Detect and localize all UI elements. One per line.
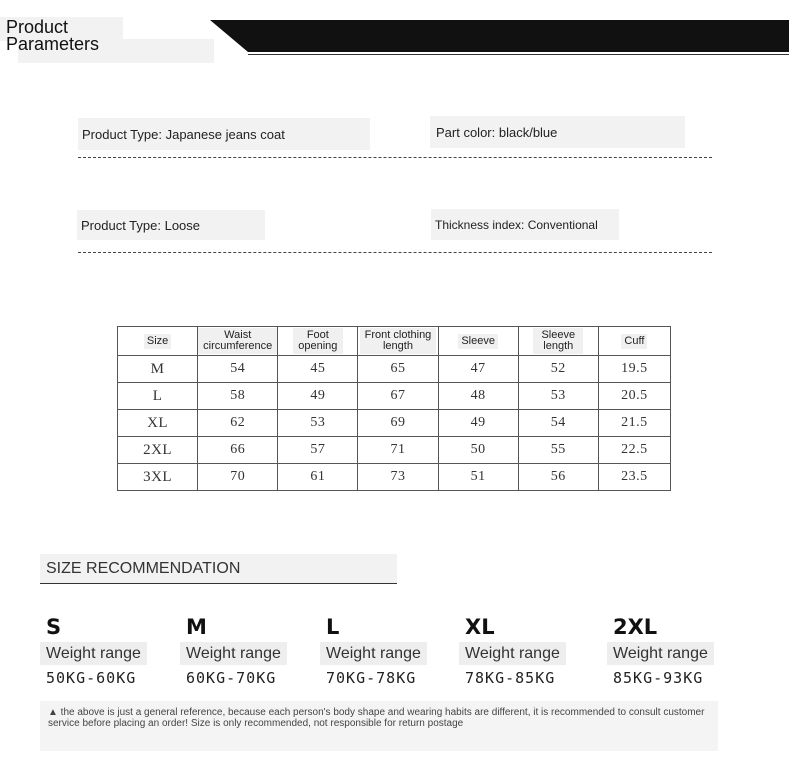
table-row [118,356,671,383]
divider-dashed-2 [78,252,712,253]
table-cell: 48 [438,383,518,410]
table-cell-size: M [118,356,198,383]
header-underline [248,54,789,55]
table-cell: 65 [358,356,438,383]
weight-range-value: 78KG-85KG [465,669,556,687]
table-cell: 55 [518,437,598,464]
weight-range-label: Weight range [40,642,147,665]
recommended-size: M [186,615,207,639]
recommended-size: 2XL [613,615,658,639]
table-cell: 54 [198,356,278,383]
divider-dashed-1 [78,157,712,158]
table-cell: 57 [278,437,358,464]
table-row [118,410,671,437]
weight-range-label: Weight range [459,642,566,665]
table-cell: 66 [198,437,278,464]
table-cell: 52 [518,356,598,383]
table-cell-size: XL [118,410,198,437]
table-cell: 21.5 [598,410,670,437]
size-recommendation-item [326,615,466,687]
param-product-fit: Product Type: Loose [77,210,265,240]
table-cell: 71 [358,437,438,464]
table-cell-size: 3XL [118,464,198,491]
size-table-body [118,356,671,491]
disclaimer-note: ▲ the above is just a general reference, because each person's body shape and wearing habits are different, it is recommended to consult customer service before placing an order! Size is only recommended, not responsible for return postage [40,701,718,751]
header-foot-opening: Foot opening [293,328,343,354]
weight-range-value: 60KG-70KG [186,669,277,687]
table-cell: 62 [198,410,278,437]
table-cell: 51 [438,464,518,491]
table-cell: 53 [518,383,598,410]
table-cell: 23.5 [598,464,670,491]
weight-range-value: 50KG-60KG [46,669,137,687]
table-row [118,383,671,410]
weight-range-value: 85KG-93KG [613,669,704,687]
header-cuff: Cuff [621,334,647,349]
table-cell: 58 [198,383,278,410]
weight-range-value: 70KG-78KG [326,669,417,687]
header-sleeve-length: Sleeve length [533,328,583,354]
table-cell: 61 [278,464,358,491]
size-table-header-row [118,327,671,356]
size-recommendation-title: SIZE RECOMMENDATION [40,554,397,584]
weight-range-label: Weight range [180,642,287,665]
table-cell: 53 [278,410,358,437]
table-cell: 49 [278,383,358,410]
table-cell: 54 [518,410,598,437]
table-cell: 22.5 [598,437,670,464]
table-cell: 19.5 [598,356,670,383]
table-cell: 73 [358,464,438,491]
page-title [6,19,99,53]
table-cell: 20.5 [598,383,670,410]
table-cell: 50 [438,437,518,464]
weight-range-label: Weight range [607,642,714,665]
table-cell: 45 [278,356,358,383]
recommended-size: S [46,615,62,639]
table-row [118,437,671,464]
page-title-line2: Parameters [6,34,100,54]
param-thickness: Thickness index: Conventional [431,209,619,240]
recommended-size: L [326,615,340,639]
header-waist: Waist circumference [198,328,277,354]
table-row [118,464,671,491]
table-cell: 47 [438,356,518,383]
table-cell: 69 [358,410,438,437]
header-size: Size [144,334,171,349]
table-cell: 49 [438,410,518,437]
table-cell-size: 2XL [118,437,198,464]
page-title-line1: Product [6,17,69,37]
size-recommendation-item [186,615,326,687]
table-cell: 56 [518,464,598,491]
recommended-size: XL [465,615,495,639]
size-recommendation-item [46,615,186,687]
table-cell-size: L [118,383,198,410]
param-part-color: Part color: black/blue [430,116,685,148]
size-table [117,326,671,491]
weight-range-label: Weight range [320,642,427,665]
header-sleeve: Sleeve [458,334,498,349]
table-cell: 67 [358,383,438,410]
header-front-length: Front clothing length [360,328,436,354]
param-product-type: Product Type: Japanese jeans coat [78,118,370,150]
header-black-bar [210,20,789,52]
size-recommendation-item [613,615,753,687]
size-recommendation-item [465,615,605,687]
table-cell: 70 [198,464,278,491]
